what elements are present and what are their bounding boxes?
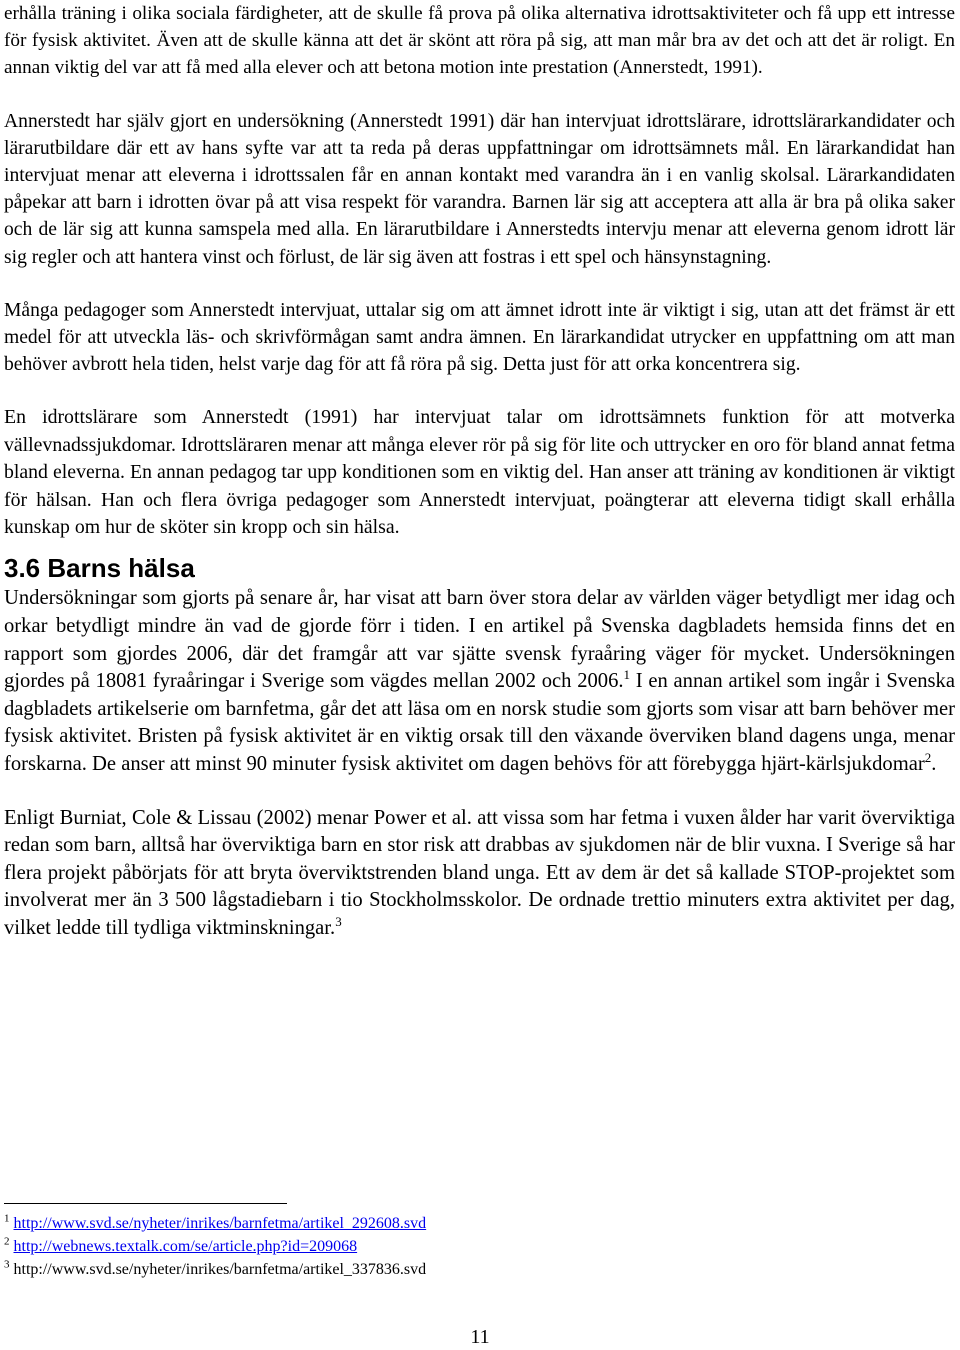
paragraph-gap <box>4 779 955 805</box>
paragraph-gap <box>4 82 955 108</box>
footnote-2 <box>4 1235 904 1258</box>
paragraph-idrottslarare: En idrottslärare som Annerstedt (1991) har intervjuat talar om idrottsämnets funktion för att motverka vällevnadssjukdomar. Idrottsläraren menar att många elever rör på sig för lite och uttrycker en oro för bland annat fetma bland eleverna. En annan pedagog tar upp konditionen som en viktig del. Han anser att träning av konditionen är viktigt för hälsan. Han och flera övriga pedagoger som Annerstedt intervjuat, poängterar att eleverna tidigt skall erhålla kunskap om hur de sköter sin kropp och sin hälsa. <box>4 406 955 539</box>
footnote-3 <box>4 1258 904 1281</box>
footnote-ref-3[interactable]: 3 <box>335 914 342 930</box>
paragraph-barns-halsa <box>4 585 955 778</box>
footnote-ref-2[interactable]: 2 <box>924 750 932 766</box>
paragraph-pedagogues: Många pedagoger som Annerstedt intervjuat, uttalar sig om att ämnet idrott inte är viktigt i sig, utan att det främst är ett medel för att utveckla läs- och skrivförmågan samt andra ämnen. En lärarkandidat utrycker en uppfattning om att man behöver avbrott hela tiden, helst varje dag för att få röra på sig. Detta just för att orka koncentrera sig. <box>4 299 955 376</box>
footnote-text: http://www.svd.se/nyheter/inrikes/barnfetma/artikel_337836.svd <box>13 1261 427 1278</box>
section-heading: 3.6 Barns hälsa <box>4 553 195 584</box>
footnote-number: 2 <box>4 1235 10 1248</box>
footnote-link[interactable]: http://www.svd.se/nyheter/inrikes/barnfetma/artikel_292608.svd <box>13 1215 427 1232</box>
paragraph-text: Undersökningar som gjorts på senare år, har visat att barn över stora delar av världen väger betydligt mer idag och orkar betydligt mindre än vad de gjorde förr i tiden. I en artikel på Svenska dagbladets hemsida finns det en rapport som gjordes 2006, där det framgår att var sjätte svensk fyraåring väger för mycket. Undersökningen gjordes på 18081 fyraåringar i Sverige som vägdes mellan 2002 och 2006. <box>4 587 955 693</box>
paragraph-gap <box>4 378 955 404</box>
paragraph-intro: erhålla träning i olika sociala färdigheter, att de skulle få prova på olika alternativa idrottsaktiviteter och få upp ett intresse för fysisk aktivitet. Även att de skulle känna att det är skönt att röra på sig, att man mår bra av det och att det är roligt. En annan viktig del var att få med alla elever och att betona motion inte prestation (Annerstedt, 1991). <box>4 3 955 79</box>
footnotes <box>4 1212 904 1281</box>
paragraph-text: I en annan artikel som ingår i Svenska dagbladets artikelserie om barnfetma, går det att läsa om en norsk studie som gjorts som visar att barn behöver mer fysisk aktivitet. Bristen på fysisk aktivitet är en viktig orsak till den växande överviken bland dagens unga, menar forskarna. De anser att minst 90 minuter fysisk aktivitet om dagen behövs för att förebygga hjärt-kärlsjukdomar <box>4 670 955 776</box>
paragraph-text: Enligt Burniat, Cole & Lissau (2002) menar Power et al. att vissa som har fetma i vuxen ålder har varit överviktiga redan som barn, alltså har överviktiga barn en stor risk att drabbas av sjukdomen när de blir vuxna. I Sverige så har flera projekt påbörjats för att bryta överviktstrenden bland unga. Ett av dem är det så kallade STOP-projektet som involverat mer än 3 500 lågstadiebarn i tio Stockholmsskolor. De ordnade trettio minuters extra aktivitet per dag, vilket ledde till tydliga viktminskningar. <box>4 806 955 939</box>
paragraph-gap <box>4 271 955 297</box>
paragraph-text: . <box>931 753 937 776</box>
footnote-divider <box>4 1203 287 1204</box>
footnote-number: 1 <box>4 1212 10 1225</box>
paragraph-burniat <box>4 805 955 943</box>
document-page <box>4 0 955 943</box>
footnote-number: 3 <box>4 1258 10 1271</box>
page-number: 11 <box>470 1326 490 1348</box>
footnote-1 <box>4 1212 904 1235</box>
paragraph-annerstedt-study: Annerstedt har själv gjort en undersökning (Annerstedt 1991) där han intervjuat idrottslärare, idrottslärarkandidater och lärarutbildare där ett av hans syfte var att ta reda på deras uppfattningar om idrottsämnets mål. En lärarkandidat han intervjuat menar att eleverna i idrottssalen får en annan kontakt med varandra än i en vanlig skolsal. Lärarkandidaten påpekar att barn i idrotten övar på att visa respekt för varandra. Barnen lär sig att acceptera att alla är bra på olika saker och de lär sig att kunna samspela med alla. En lärarutbildare i Annerstedts intervju menar att eleverna genom idrott lär sig regler och att hantera vinst och förlust, de lär sig även att fostras i ett spel och hänsynstagning. <box>4 110 955 268</box>
footnote-link[interactable]: http://webnews.textalk.com/se/article.php?id=209068 <box>13 1238 358 1255</box>
footnote-ref-1[interactable]: 1 <box>623 667 631 683</box>
